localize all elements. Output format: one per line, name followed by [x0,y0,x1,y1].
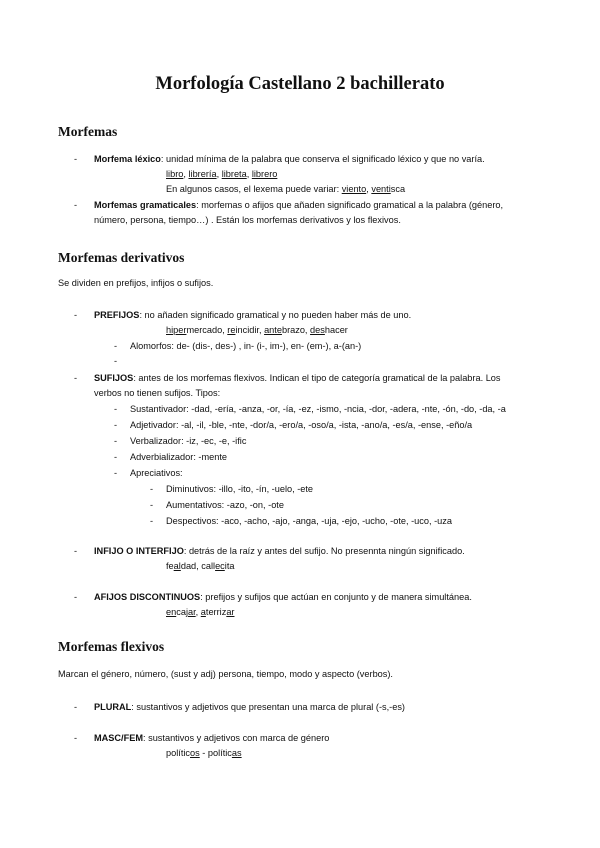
ex-viento: viento [341,184,367,194]
ex-rest: hacer [324,325,348,335]
apreciativo: Despectivos: -aco, -acho, -ajo, -anga, -uja, -ejo, -ucho, -ote, -uco, -uza [166,516,452,526]
sufijo-type: Sustantivador: -dad, -ería, -anza, -or, -ía, -ez, -ismo, -ncia, -dor, -adera, -nte, -ón, -do, -da, -a [130,404,506,414]
ex-part: ita [224,561,235,571]
term-prefijos: PREFIJOS [94,310,140,320]
sufijo-type: Adjetivador: -al, -il, -ble, -nte, -dor/a, -ero/a, -oso/a, -ista, -ano/a, -es/a, -ense, -eño/a [130,420,473,430]
bullet: - [114,436,118,446]
ex-libreria: librería [188,169,217,179]
ex-rest: brazo, [281,325,311,335]
bullet: - [114,468,118,478]
ex-part: fe [166,561,174,571]
ex-prefix: re [227,325,236,335]
ex-venti: venti [371,184,391,194]
sufijos-def2: verbos no tienen sufijos. Tipos: [94,388,221,398]
bullet: - [150,516,154,526]
apreciativo: Aumentativos: -azo, -on, -ote [166,500,284,510]
ex-libreta: libreta [221,169,247,179]
ex-rest: incidir, [235,325,265,335]
ex-prefix: ante [264,325,282,335]
ex-flexivo: as [231,748,242,758]
ex-flexivo: os [190,748,200,758]
flexivos-intro: Marcan el género, número, (sust y adj) persona, tiempo, modo y aspecto (verbos). [58,669,393,679]
term-masc-fem: MASC/FEM [94,733,143,743]
bullet: - [114,404,118,414]
ex-part: - polític [199,748,232,758]
ex-afijo: en [166,607,177,617]
gram-def1: : morfemas o afijos que añaden significado gramatical a la palabra (género, [196,200,504,210]
bullet: - [74,154,78,164]
plural-def: : sustantivos y adjetivos que presentan una marca de plural (-s,-es) [131,702,405,712]
term-infijo: INFIJO O INTERFIJO [94,546,184,556]
heading-morfemas: Morfemas [58,124,118,139]
infijo-examples [166,560,235,572]
lexico-note-text: En algunos casos, el lexema puede variar: [166,184,340,194]
sufijo-type: Apreciativos: [130,468,183,478]
ex-sca: sca [390,184,406,194]
term-sufijos: SUFIJOS [94,373,134,383]
ex-infijo: al [173,561,181,571]
ex-part: dad, call [180,561,216,571]
bullet: - [114,420,118,430]
ex-librero: librero [251,169,278,179]
bullet: - [150,484,154,494]
ex-part: terriz [205,607,227,617]
term-afijos-discontinuos: AFIJOS DISCONTINUOS [94,592,201,602]
ex-infijo: ec [215,561,225,571]
bullet: - [114,341,118,351]
genero-line [94,732,329,744]
prefijos-examples [166,324,348,336]
ex-prefix: hiper [166,325,187,335]
gram-def2: número, persona, tiempo…) . Están los morfemas derivativos y los flexivos. [94,215,401,225]
lexico-line [94,153,485,165]
bullet: - [114,452,118,462]
alomorfos: Alomorfos: de- (dis-, des-) , in- (i-, im-), en- (em-), a-(an-) [130,341,362,351]
prefijos-def: : no añaden significado gramatical y no pueden haber más de uno. [139,310,412,320]
lexico-note: En algunos casos, el lexema puede variar: viento, ventisca [166,184,406,194]
sufijos-def1: : antes de los morfemas flexivos. Indican el tipo de categoría gramatical de la palabra. Los [133,373,501,383]
discontinuos-examples [166,606,234,618]
ex-afijo: ar [226,607,235,617]
sufijo-type: Adverbializador: -mente [130,452,228,462]
discontinuos-def: : prefijos y sufijos que actúan en conjunto y de manera simultánea. [200,592,472,602]
genero-def: : sustantivos y adjetivos con marca de género [143,733,330,743]
page-title: Morfología Castellano 2 bachillerato [155,74,445,94]
bullet: - [74,310,78,320]
discontinuos-line [94,591,472,603]
ex-part: polític [166,748,191,758]
derivativos-intro: Se dividen en prefijos, infijos o sufijos. [58,278,214,288]
ex-prefix: des [310,325,325,335]
lexico-examples: libro, librería, libreta, librero [166,169,278,179]
sufijos-line1 [94,372,501,384]
prefijos-line [94,309,411,321]
genero-examples [166,747,242,759]
gram-line1 [94,199,503,211]
heading-flexivos: Morfemas flexivos [58,639,165,654]
lexico-def: : unidad mínima de la palabra que conserva el significado léxico y que no varía. [160,154,485,164]
bullet: - [74,733,78,743]
bullet: - [74,592,78,602]
term-morfemas-gramaticales: Morfemas gramaticales [94,200,197,210]
heading-derivativos: Morfemas derivativos [58,250,185,265]
ex-part: , [195,607,201,617]
bullet: - [150,500,154,510]
plural-line [94,701,405,713]
bullet: - [114,356,118,366]
term-plural: PLURAL [94,702,132,712]
ex-part: caj [176,607,188,617]
ex-rest: mercado, [186,325,228,335]
apreciativo: Diminutivos: -illo, -ito, -ín, -uelo, -ete [166,484,314,494]
ex-afijo: a [200,607,206,617]
infijo-def: : detrás de la raíz y antes del sufijo. No presennta ningún significado. [183,546,465,556]
bullet: - [74,702,78,712]
infijo-line [94,545,465,557]
ex-libro: libro [166,169,184,179]
term-morfema-lexico: Morfema léxico [94,154,161,164]
sufijo-type: Verbalizador: -iz, -ec, -e, -ific [130,436,247,446]
ex-afijo: ar [187,607,196,617]
bullet: - [74,373,78,383]
bullet: - [74,200,78,210]
bullet: - [74,546,78,556]
